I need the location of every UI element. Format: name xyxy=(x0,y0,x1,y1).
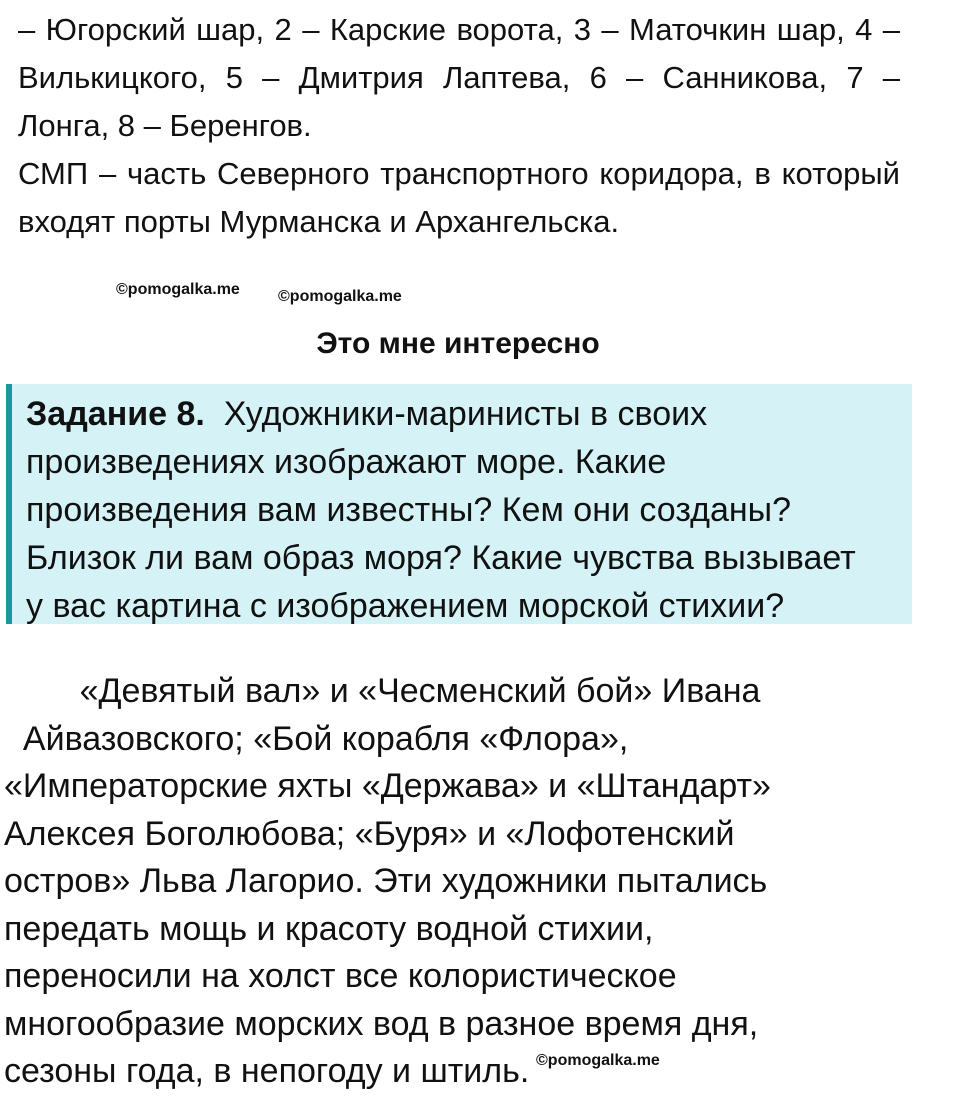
task-line: у вас картина с изображением морской стихии? xyxy=(26,587,785,625)
answer-text xyxy=(4,668,904,1096)
task-line: произведения вам известны? Кем они созданы? xyxy=(26,491,792,529)
answer-line: Айвазовского; «Бой корабля «Флора», xyxy=(4,719,629,758)
intro-text xyxy=(18,6,900,246)
task-line: произведениях изображают море. Какие xyxy=(26,443,667,481)
watermark: ©pomogalka.me xyxy=(116,281,240,298)
watermark: ©pomogalka.me xyxy=(278,288,402,305)
task-box xyxy=(6,384,912,624)
straits-paragraph: – Югорский шар, 2 – Карские ворота, 3 – Маточкин шар, 4 – Вилькицкого, 5 – Дмитрия Лаптева, 6 – Санникова, 7 – Лонга, 8 – Беренгов. xyxy=(18,12,900,143)
task-line: Художники-маринисты в своих xyxy=(223,395,708,433)
answer-line: переносили на холст все колористическое xyxy=(4,957,677,995)
answer-line: Алексея Боголюбова; «Буря» и «Лофотенский xyxy=(4,814,735,853)
answer-line: «Девятый вал» и «Чесменский бой» Ивана xyxy=(4,672,761,710)
answer-line: передать мощь и красоту водной стихии, xyxy=(4,909,654,948)
answer-line: многообразие морских вод в разное время дня, xyxy=(4,1004,759,1043)
answer-line: сезоны года, в непогоду и штиль. xyxy=(4,1052,530,1090)
task-line: Близок ли вам образ моря? Какие чувства вызывает xyxy=(26,539,856,577)
section-title: Это мне интересно xyxy=(316,327,600,360)
answer-line: «Императорские яхты «Держава» и «Штандарт» xyxy=(4,767,771,805)
task-label: Задание 8. xyxy=(26,395,205,433)
nsr-paragraph: СМП – часть Северного транспортного коридора, в который входят порты Мурманска и Архангельска. xyxy=(18,156,900,239)
watermark: ©pomogalka.me xyxy=(536,1052,660,1069)
answer-line: остров» Льва Лагорио. Эти художники пытались xyxy=(4,862,768,900)
task-text xyxy=(26,390,906,630)
